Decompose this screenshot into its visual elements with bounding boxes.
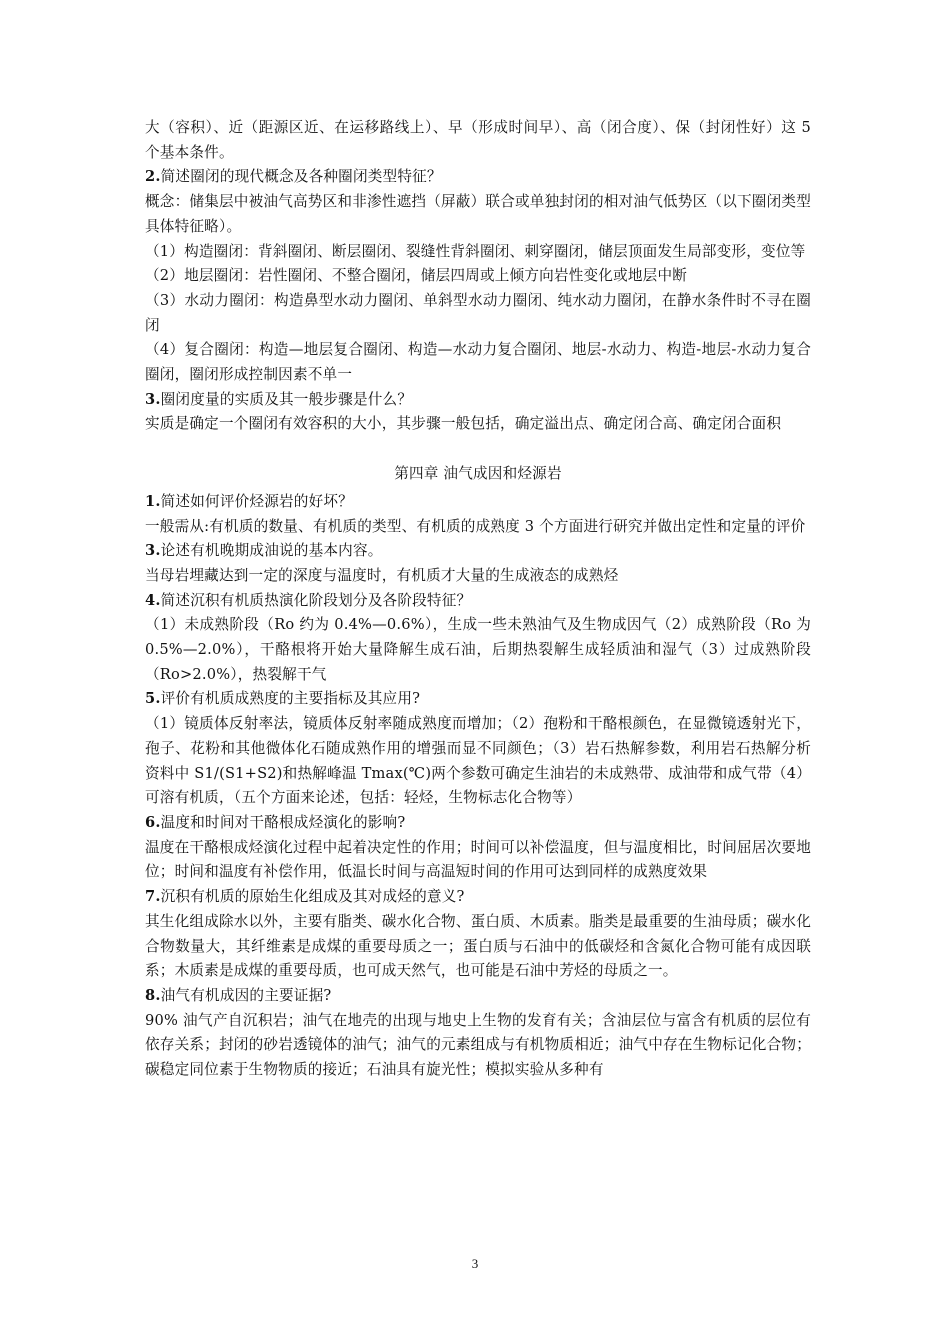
answer-paragraph: 一般需从:有机质的数量、有机质的类型、有机质的成熟度 3 个方面进行研究并做出定性和定量的评价 (145, 517, 806, 535)
question-text: 论述有机晚期成油说的基本内容。 (160, 542, 383, 560)
question-heading (145, 589, 811, 614)
answer-paragraph: （1）未成熟阶段（Ro 约为 0.4%—0.6%），生成一些未熟油气及生物成因气（2）成熟阶段（Ro 为 0.5%—2.0%），干酪根将开始大量降解生成石油，后期热裂解生成轻质油和湿气（3）过成熟阶段（Ro>2.0%），热裂解干气 (145, 616, 811, 683)
answer-paragraph: 温度在干酪根成烃演化过程中起着决定性的作用；时间可以补偿温度，但与温度相比，时间屈居次要地位；时间和温度有补偿作用，低温长时间与高温短时间的作用可达到同样的成熟度效果 (145, 838, 811, 881)
answer-paragraph: （4）复合圈闭：构造—地层复合圈闭、构造—水动力复合圈闭、地层-水动力、构造-地层-水动力复合圈闭，圈闭形成控制因素不单一 (145, 341, 811, 384)
question-text: 温度和时间对干酪根成烃演化的影响? (160, 813, 406, 831)
question-heading (145, 165, 811, 190)
question-heading (145, 811, 811, 836)
question-heading (145, 388, 811, 413)
question-text: 评价有机质成熟度的主要指标及其应用? (160, 690, 421, 708)
page-number: 3 (471, 1256, 479, 1271)
question-number: 5. (145, 690, 161, 708)
answer-paragraph: 其生化组成除水以外，主要有脂类、碳水化合物、蛋白质、木质素。脂类是最重要的生油母质；碳水化合物数量大，其纤维素是成煤的重要母质之一；蛋白质与石油中的低碳烃和含氮化合物可能有成因联系；木质素是成煤的重要母质，也可成天然气，也可能是石油中芳烃的母质之一。 (145, 912, 811, 980)
chapter-title: 第四章 油气成因和烃源岩 (394, 465, 562, 483)
question-heading (145, 539, 811, 564)
answer-paragraph: 当母岩埋藏达到一定的深度与温度时，有机质才大量的生成液态的成熟烃 (145, 566, 619, 584)
question-text: 沉积有机质的原始生化组成及其对成烃的意义? (160, 888, 465, 906)
question-text: 油气有机成因的主要证据? (160, 986, 332, 1004)
question-heading (145, 885, 811, 910)
question-heading (145, 984, 811, 1009)
question-number: 1. (145, 492, 161, 510)
question-number: 6. (145, 813, 161, 831)
answer-paragraph: 90% 油气产自沉积岩；油气在地壳的出现与地史上生物的发育有关；含油层位与富含有机质的层位有依存关系；封闭的砂岩透镜体的油气；油气的元素组成与有机物质相近；油气中存在生物标记化合物；碳稳定同位素于生物物质的接近；石油具有旋光性；模拟实验从多种有 (145, 1011, 811, 1079)
question-number: 7. (145, 888, 161, 906)
answer-paragraph: 概念：储集层中被油气高势区和非渗性遮挡（屏蔽）联合或单独封闭的相对油气低势区（以下圈闭类型具体特征略）。 (145, 193, 811, 235)
answer-paragraph: （1）镜质体反射率法，镜质体反射率随成熟度而增加；（2）孢粉和干酪根颜色，在显微镜透射光下，孢子、花粉和其他微体化石随成熟作用的增强而显不同颜色；（3）岩石热解参数，利用岩石热解分析资料中 S1/(S1+S2)和热解峰温 Tmax(℃)两个参数可确定生油岩的未成熟带、成油带和成气带（4）可溶有机质，（五个方面来论述，包括：轻烃，生物标志化合物等） (145, 715, 811, 807)
question-heading (145, 490, 811, 515)
answer-paragraph: （1）构造圈闭：背斜圈闭、断层圈闭、裂缝性背斜圈闭、刺穿圈闭，储层顶面发生局部变形，变位等 (145, 242, 806, 260)
answer-paragraph: 大（容积）、近（距源区近、在运移路线上）、早（形成时间早）、高（闭合度）、保（封闭性好）这 5 个基本条件。 (145, 119, 811, 161)
question-text: 圈闭度量的实质及其一般步骤是什么？ (160, 390, 413, 408)
question-heading (145, 687, 811, 712)
question-number: 8. (145, 986, 161, 1004)
question-text: 简述如何评价烃源岩的好坏？ (160, 492, 353, 510)
question-number: 3. (145, 390, 161, 408)
question-number: 3. (145, 542, 161, 560)
question-number: 2. (145, 168, 161, 186)
question-text: 简述圈闭的现代概念及各种圈闭类型特征？ (160, 168, 442, 186)
question-number: 4. (145, 591, 161, 609)
answer-paragraph: （2）地层圈闭：岩性圈闭、不整合圈闭，储层四周或上倾方向岩性变化或地层中断 (145, 267, 688, 285)
answer-paragraph: （3）水动力圈闭：构造鼻型水动力圈闭、单斜型水动力圈闭、纯水动力圈闭，在静水条件时不寻在圈闭 (145, 291, 811, 334)
document-body (145, 116, 811, 1083)
question-text: 简述沉积有机质热演化阶段划分及各阶段特征？ (160, 591, 472, 609)
answer-paragraph: 实质是确定一个圈闭有效容积的大小，其步骤一般包括，确定溢出点、确定闭合高、确定闭合面积 (145, 415, 782, 433)
